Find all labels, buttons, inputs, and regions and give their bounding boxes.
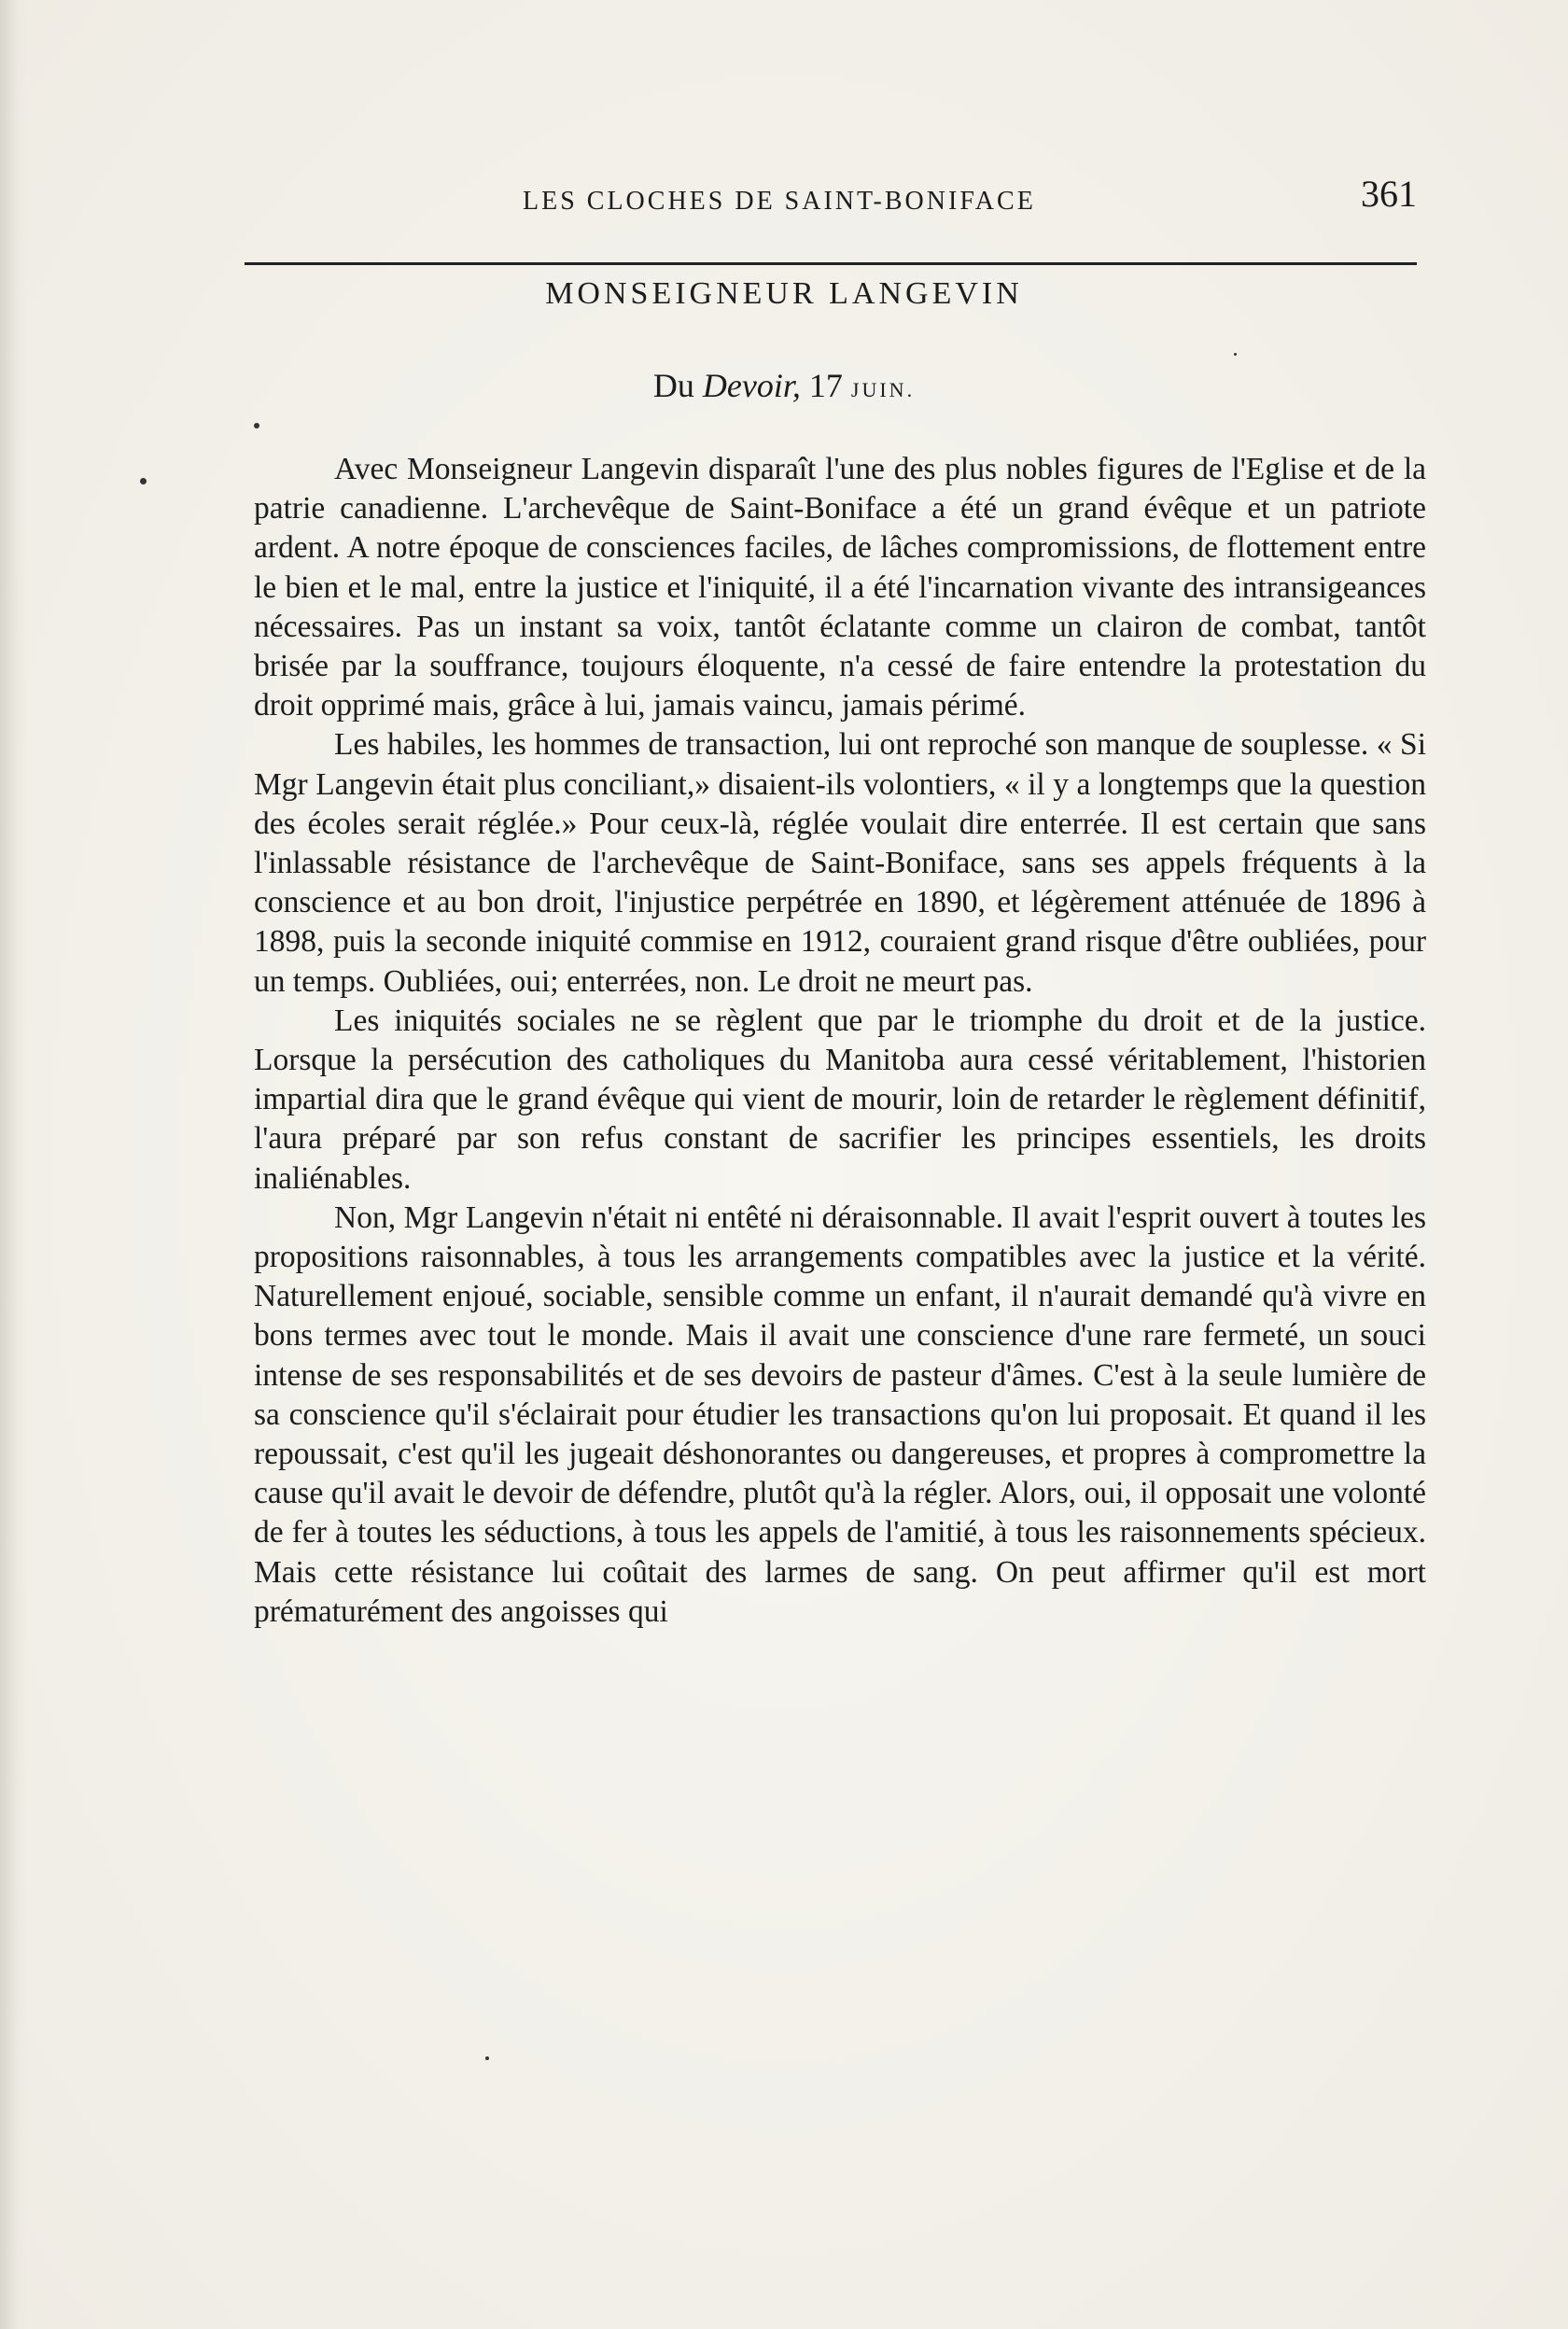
- paragraph-2: Les habiles, les hommes de transaction, lui ont reproché son manque de souplesse. « Si Mgr Langevin était plus conciliant,» disaient-ils volontiers, « il y a longtemps que la question des écoles serait réglée.» Pour ceux-là, réglée voulait dire enterrée. Il est certain que sans l'inlassable résistance de l'archevêque de Saint-Boniface, sans ses appels fréquents à la conscience et au bon droit, l'injustice perpétrée en 1890, et légèrement atténuée de 1896 à 1898, puis la seconde iniquité commise en 1912, couraient grand risque d'être oubliées, pour un temps. Oubliées, oui; enterrées, non. Le droit ne meurt pas.: [254, 727, 1426, 999]
- source-prefix: Du: [652, 367, 694, 404]
- source-day: 17: [808, 367, 843, 404]
- running-head: LES CLOCHES DE SAINT-BONIFACE: [523, 187, 1036, 216]
- source-month: JUIN.: [850, 378, 916, 401]
- scan-speck: [140, 478, 147, 484]
- source-line: [0, 366, 1568, 405]
- paragraph-1: Avec Monseigneur Langevin disparaît l'une des plus nobles figures de l'Eglise et de la patrie canadienne. L'archevêque de Saint-Boniface a été un grand évêque et un patriote ardent. A notre époque de consciences faciles, de lâches compromissions, de flottement entre le bien et le mal, entre la justice et l'iniquité, il a été l'incarnation vivante des intransigeances nécessaires. Pas un instant sa voix, tantôt éclatante comme un clairon de combat, tantôt brisée par la souffrance, toujours éloquente, n'a cessé de faire entendre la protestation du droit opprimé mais, grâce à lui, jamais vaincu, jamais périmé.: [254, 452, 1426, 723]
- article-body: [254, 450, 1426, 1632]
- page-number: 361: [1361, 173, 1417, 215]
- binding-edge: [0, 0, 28, 2329]
- scan-speck: [254, 423, 259, 428]
- scan-speck: [1234, 353, 1237, 356]
- scan-speck: [485, 2056, 489, 2060]
- header-rule: [245, 262, 1417, 265]
- paragraph-3: Les iniquités sociales ne se règlent que par le triomphe du droit et de la justice. Lorsque la persécution des catholiques du Manitoba aura cessé véritablement, l'historien impartial dira que le grand évêque qui vient de mourir, loin de retarder le règlement définitif, l'aura préparé par son refus constant de sacrifier les principes essentiels, les droits inaliénables.: [254, 1003, 1426, 1196]
- paragraph-4: Non, Mgr Langevin n'était ni entêté ni déraisonnable. Il avait l'esprit ouvert à toutes les propositions raisonnables, à tous les arrangements compatibles avec la justice et la vérité. Naturellement enjoué, sociable, sensible comme un enfant, il n'aurait demandé qu'à vivre en bons termes avec tout le monde. Mais il avait une conscience d'une rare fermeté, un souci intense de ses responsabilités et de ses devoirs de pasteur d'âmes. C'est à la seule lumière de sa conscience qu'il s'éclairait pour étudier les transactions qu'on lui proposait. Et quand il les repoussait, c'est qu'il les jugeait déshonorantes ou dangereuses, et propres à compromettre la cause qu'il avait le devoir de défendre, plutôt qu'à la régler. Alors, oui, il opposait une volonté de fer à toutes les séductions, à tous les appels de l'amitié, à tous les raisonnements spécieux. Mais cette résistance lui coûtait des larmes de sang. On peut affirmer qu'il est mort prématurément des angoisses qui: [254, 1200, 1426, 1629]
- article-title: MONSEIGNEUR LANGEVIN: [545, 276, 1023, 311]
- source-name: Devoir,: [702, 367, 801, 404]
